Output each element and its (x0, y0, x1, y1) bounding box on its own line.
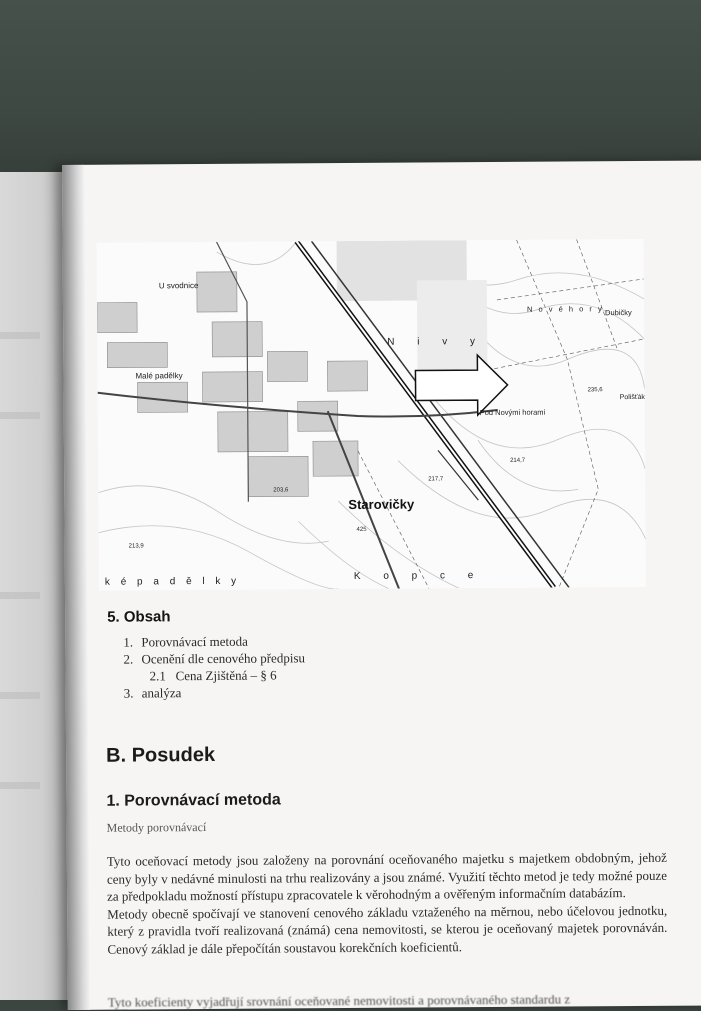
paragraph: Tyto oceňovací metody jsou založeny na porovnání oceňovaného majetku s majetkem obdobným, jehož ceny byly v nedávné minulosti na trhu realizovány a jsou známé. Využití těchto metod je tedy možné pouze za předpokladu možností přístupu zpracovatele k věrohodným a ověřeným informačním databázím. (106, 849, 668, 904)
map-elevation-5: 213,9 (128, 543, 144, 550)
location-map (97, 239, 646, 591)
map-town-blocks (97, 271, 369, 498)
subsection-subtitle: Metody porovnávací (106, 820, 207, 835)
toc-item: 3. analýza (123, 685, 182, 701)
page-gutter-shadow (62, 165, 90, 1010)
map-label-ke-padelky: k é p a d ě l k y (104, 575, 241, 588)
toc-item: 1. Porovnávací metoda (123, 633, 248, 650)
map-elevation-2: 217,7 (428, 476, 444, 483)
map-label-nivy: N i v y (387, 336, 486, 348)
toc-list (107, 632, 305, 701)
map-drawing (97, 239, 646, 591)
paragraph: Metody obecně spočívají ve stanovení cenového základu vztaženého na měrnou, nebo účelovou jednotku, který z pravidla tvoří realizovaná (známá) cena nemovitosti, se kterou je oceňovaný majetek porovnáván. Cenový základ je dále přepočítán soustavou korekčních koeficientů. (107, 902, 668, 957)
map-label-kopce: K o p c e (353, 570, 484, 582)
paragraph-cut-off: Tyto koeficienty vyjadřují srovnání oceňované nemovitosti a porovnávaného standardu z (107, 991, 571, 1010)
toc-heading: 5. Obsah (107, 608, 171, 626)
map-label-pod-novymi-horami: Pod Novými horami (479, 407, 546, 418)
section-heading: B. Posudek (106, 743, 216, 767)
map-road-number: 425 (356, 526, 367, 533)
document-page (62, 160, 701, 1010)
map-label-polistak: Polišťák (619, 393, 645, 402)
map-label-u-svodnice: U svodnice (158, 281, 199, 291)
map-elevation-3: 214,7 (510, 457, 526, 464)
toc-item: 2. Ocenění dle cenového předpisu (123, 650, 306, 667)
toc-section (107, 607, 305, 701)
map-elevation-4: 203,6 (273, 487, 289, 494)
body-text (107, 849, 668, 958)
map-label-starovicky: Starovičky (348, 496, 415, 513)
map-label-nove-hory: N o v é h o r y (526, 304, 604, 314)
map-label-dubicky: Dubičky (605, 308, 632, 318)
map-label-male-padelky: Malé padělky (135, 371, 183, 381)
subsection-heading: 1. Porovnávací metoda (106, 791, 281, 810)
previous-page-edge (0, 172, 70, 1000)
map-elevation-1: 235,6 (587, 387, 603, 394)
toc-item: 2.1 Cena Zjištěná – § 6 (149, 667, 277, 684)
